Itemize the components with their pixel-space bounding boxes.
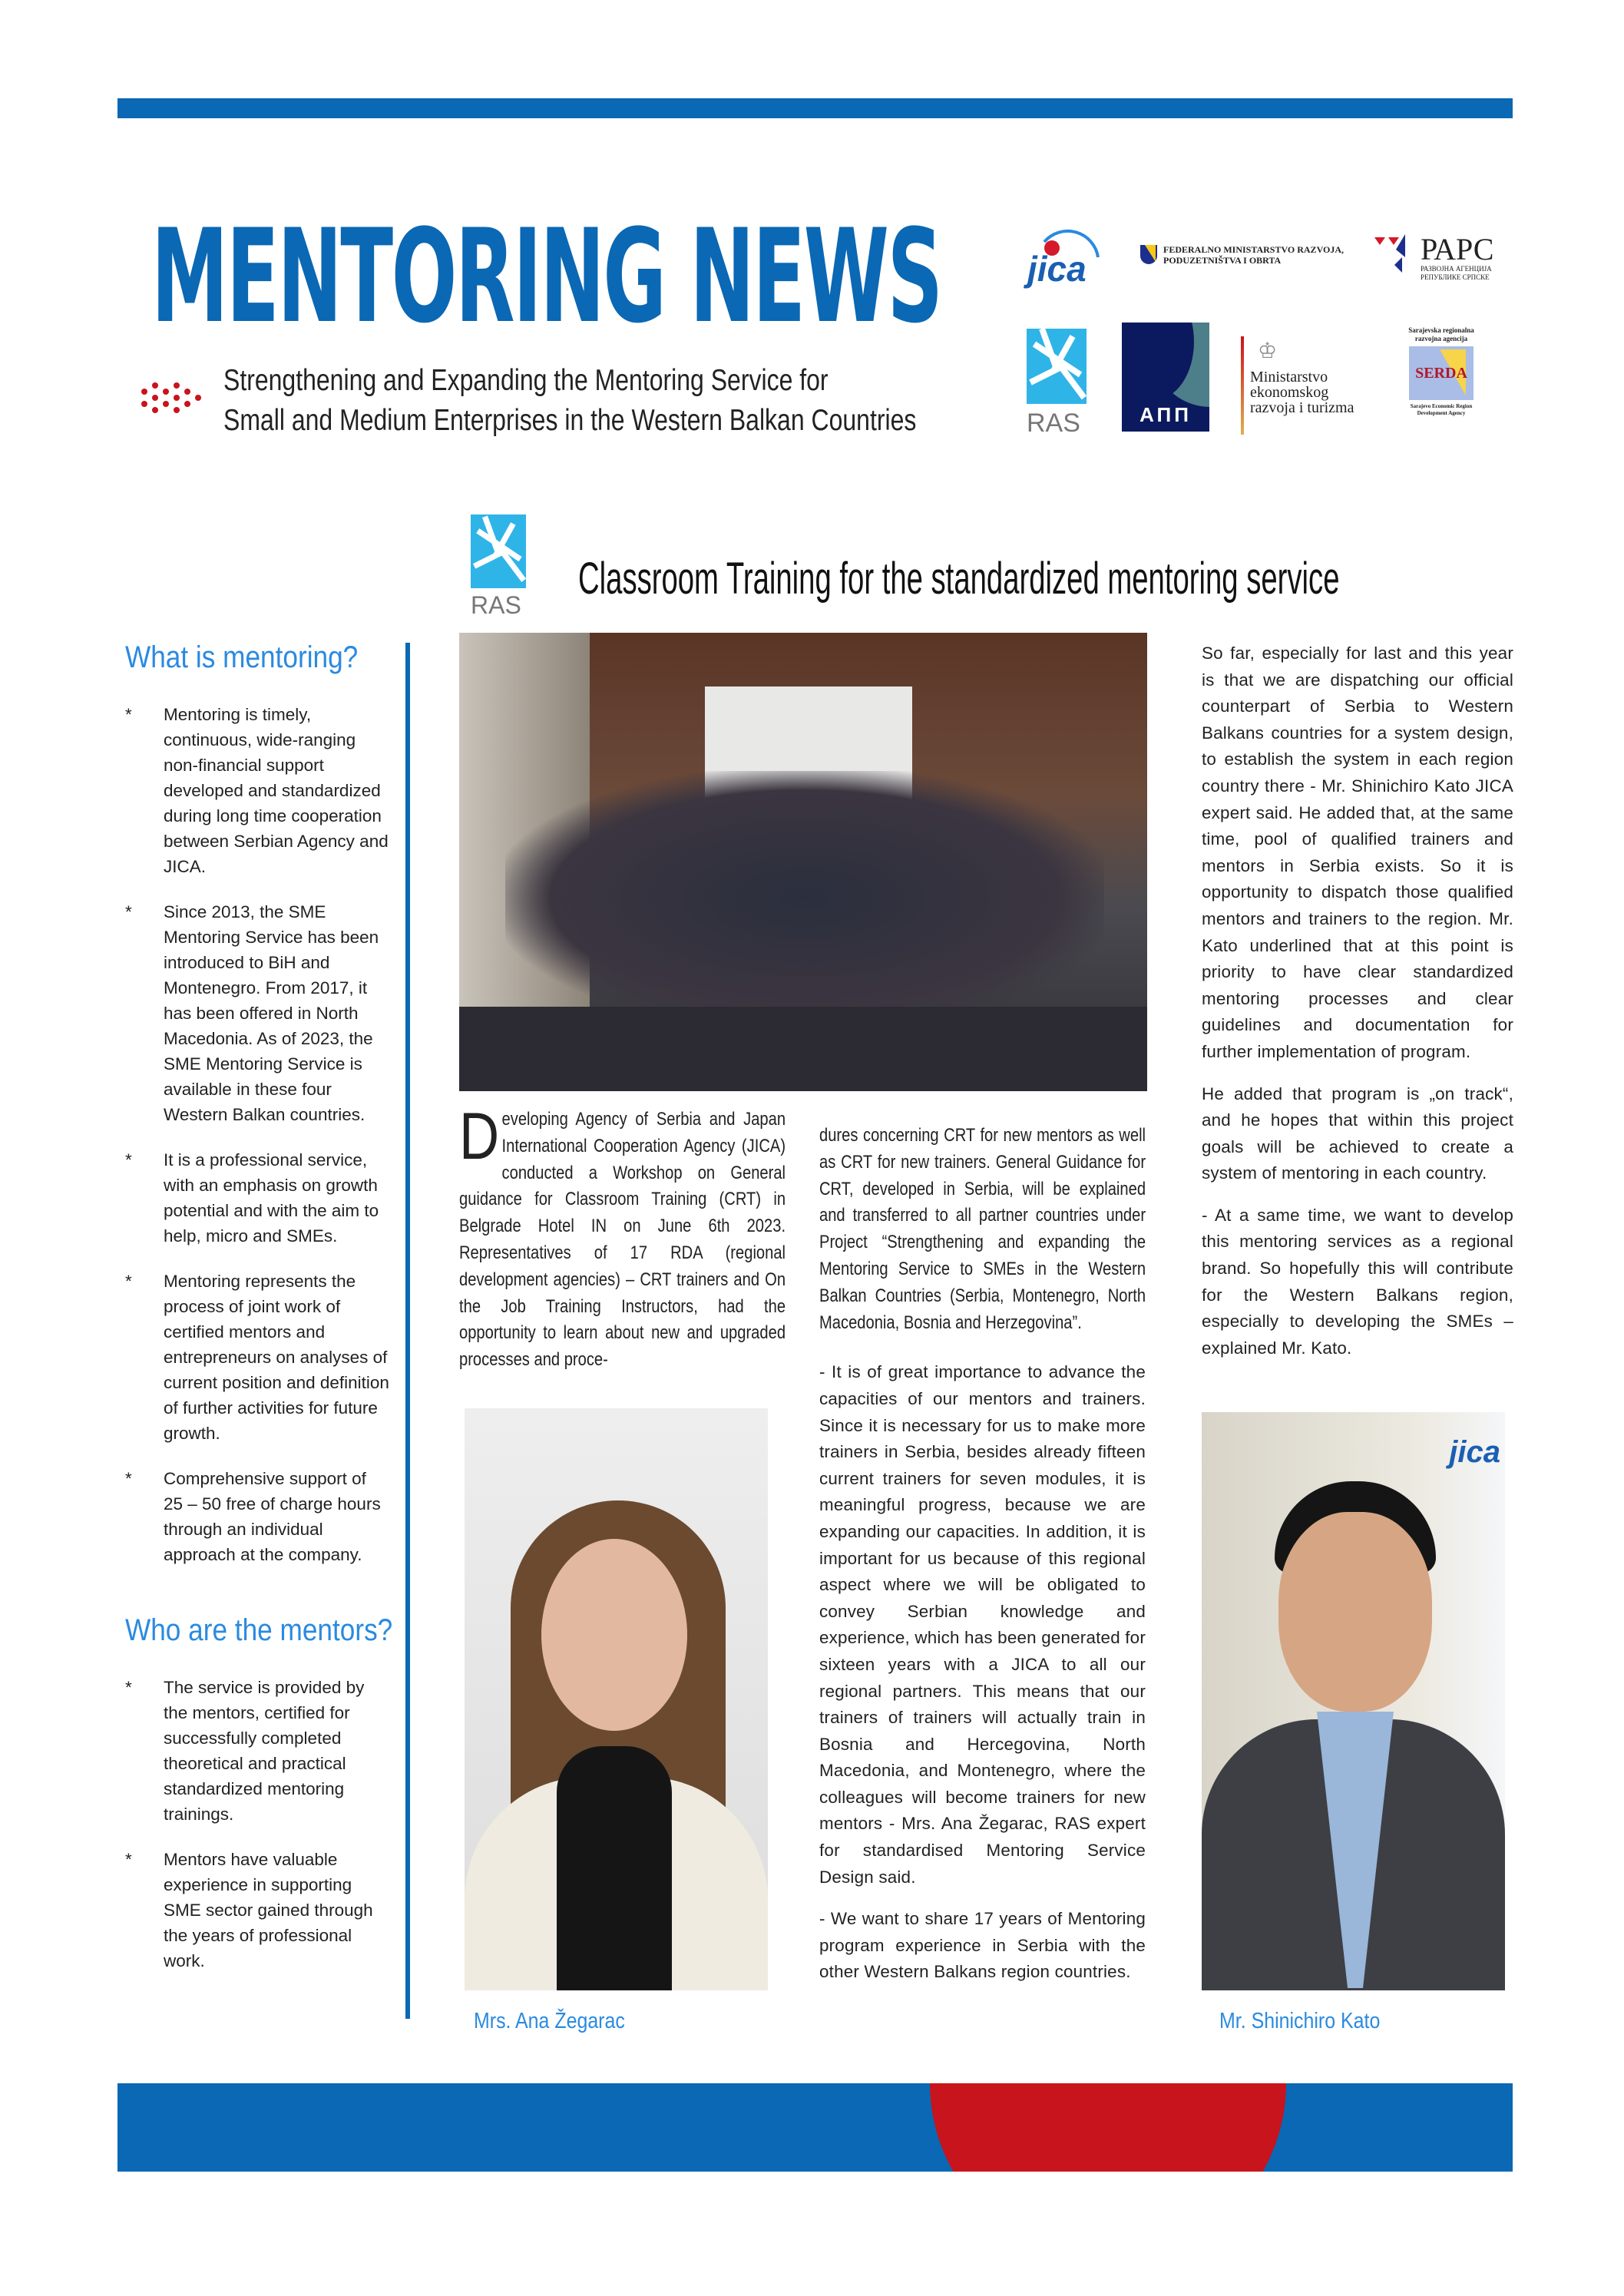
caption-ana: Mrs. Ana Žegarac (474, 2009, 625, 2033)
article-col1: Developing Agency of Serbia and Japan International Cooperation Agency (JICA) conducted a Workshop on General guidance for Classroom Training (CRT) in Belgrade Hotel IN on June 6th 2023. Representatives of 17 RDA (regional development agencies) – CRT trainers and On the Job Training Instructors, had the opportunity to learn about new and upgraded processes and proce- (459, 1100, 786, 1371)
sidebar-heading: What is mentoring? (125, 640, 359, 674)
group-of-people (505, 771, 1104, 1024)
sidebar-heading: Who are the mentors? (125, 1613, 393, 1647)
rars-logo: РАРС РАЗВОЈНА АГЕНЦИЈА РЕПУБЛИКЕ СРПСКЕ (1374, 234, 1497, 282)
sidebar-bullet: * Mentoring is timely, continuous, wide-ranging non-financial support developed and standardized during long time cooperation between Serbian Agency and JICA. (125, 702, 390, 879)
arrow-dots-icon (140, 378, 209, 418)
asterisk-icon: * (125, 1850, 132, 1869)
article-title: Classroom Training for the standardized mentoring service (578, 554, 1340, 604)
ras-star-icon (1027, 329, 1087, 404)
sidebar-bullet: * It is a professional service, with an emphasis on growth potential and with the aim to help, micro and SMEs. (125, 1147, 390, 1249)
mer-logo: ♔ Ministarstvo ekonomskog razvoja i turizma (1250, 339, 1354, 416)
subtitle-line-2: Small and Medium Enterprises in the Western Balkan Countries (223, 404, 917, 437)
asterisk-icon: * (125, 1469, 132, 1488)
sidebar-bullet: * Since 2013, the SME Mentoring Service has been introduced to BiH and Montenegro. From 2017, it has been offered in North Macedonia. As of 2023, the SME Mentoring Service is available in these four Western Balkan countries. (125, 899, 390, 1127)
article-col3: So far, especially for last and this year is that we are dispatching our official counterpart of Serbia to Western Balkans countries for a system design, to establish the system in each region country there - Mr. Shinichiro Kato JICA expert said. He added that, at the same time, pool of qualified trainers and mentors in Serbia exists. So it is opportunity to dispatch those qualified mentors and trainers to the region. Mr. Kato underlined that at this point is priority to have clear standardized mentoring processes and clear guidelines and documentation for further implementation of program. He added that program is „on track“, and he hopes that within this project goals will be achieved to create a system of mentoring in each country. - At a same time, we want to develop this mentoring services as a regional brand. So hopefully this will contribute for the Western Balkans region, especially to developing the SMEs – explained Mr. Kato. (1202, 643, 1513, 1358)
asterisk-icon: * (125, 1678, 132, 1697)
fmrpo-logo: FEDERALNO MINISTARSTVO RAZVOJA, PODUZETNIŠTVA I OBRTA (1140, 244, 1355, 266)
drop-cap: D (459, 1100, 500, 1173)
ras-logo: RAS (1027, 329, 1088, 438)
asterisk-icon: * (125, 902, 132, 921)
asterisk-icon: * (125, 1150, 132, 1170)
sidebar-bullet: * Mentors have valuable experience in supporting SME sector gained through the years of professional work. (125, 1847, 390, 1973)
sidebar-bullet: * Mentoring represents the process of joint work of certified mentors and entrepreneurs on analyses of current position and definition of further activities for future growth. (125, 1269, 390, 1446)
caption-kato: Mr. Shinichiro Kato (1219, 2009, 1381, 2033)
article-col2-quotes: - It is of great importance to advance the capacities of our mentors and trainers. Since it is necessary for us to make more trainers in Serbia, besides already fifteen current trainers for seven modules, it is meaningful progress, because we are expanding our capacities. In addition, it is important for us because of this regional aspect where we will be obligated to convey Serbian knowledge and experience, which has been generated for sixteen years with a JICA to all our regional partners. This means that our trainers of trainers will actually train in Bosnia and Hercegovina, North Macedonia, and Montenegro, where the colleagues will become trainers for new mentors - Mrs. Ana Žegarac, RAS expert for standardised Mentoring Service Design said. - We want to share 17 years of Mentoring program experience in Serbia with the other Western Balkans region countries. (819, 1362, 1146, 1982)
asterisk-icon: * (125, 705, 132, 724)
bottom-bar (117, 2083, 1513, 2172)
top-bar (117, 98, 1513, 118)
photo-ana-zegarac (465, 1408, 768, 1990)
serda-logo: Sarajevska regionalna razvojna agencija SERDA Sarajevo Economic Region Development Agency (1408, 326, 1474, 416)
app-logo: АПП (1122, 323, 1209, 432)
article-ras-logo: RAS (471, 514, 528, 620)
sidebar-who-are-mentors (125, 1613, 393, 1973)
sidebar (125, 640, 393, 1993)
newsletter-subtitle (223, 361, 916, 441)
sidebar-what-is-mentoring (125, 640, 390, 1567)
newsletter-title: MENTORING NEWS (151, 201, 941, 352)
coat-of-arms-icon: ♔ (1258, 339, 1278, 362)
photo-shinichiro-kato: jica (1202, 1412, 1505, 1990)
group-photo (459, 633, 1147, 1091)
article-col2-intro: dures concerning CRT for new mentors as well as CRT for new trainers. General Guidance for CRT, developed in Serbia, will be explained and transferred to all partner countries under Project “Strengthening and expanding the Mentoring Service to SMEs in the Western Balkan Countries (Serbia, Montenegro, North Macedonia, Bosnia and Herzegovina”. (819, 1125, 1146, 1333)
ras-star-icon (471, 514, 526, 588)
subtitle-line-1: Strengthening and Expanding the Mentoring Service for (223, 364, 829, 397)
sidebar-bullet: * The service is provided by the mentors, certified for successfully completed theoretical and practical standardized mentoring trainings. (125, 1675, 390, 1827)
mer-divider (1241, 336, 1244, 435)
sidebar-divider (405, 643, 410, 2019)
asterisk-icon: * (125, 1272, 132, 1291)
jica-logo: jica (1021, 227, 1106, 288)
sidebar-bullet: * Comprehensive support of 25 – 50 free of charge hours through an individual approach at the company. (125, 1466, 390, 1567)
article-col2 (819, 1123, 1146, 1986)
red-semicircle (930, 2083, 1286, 2172)
